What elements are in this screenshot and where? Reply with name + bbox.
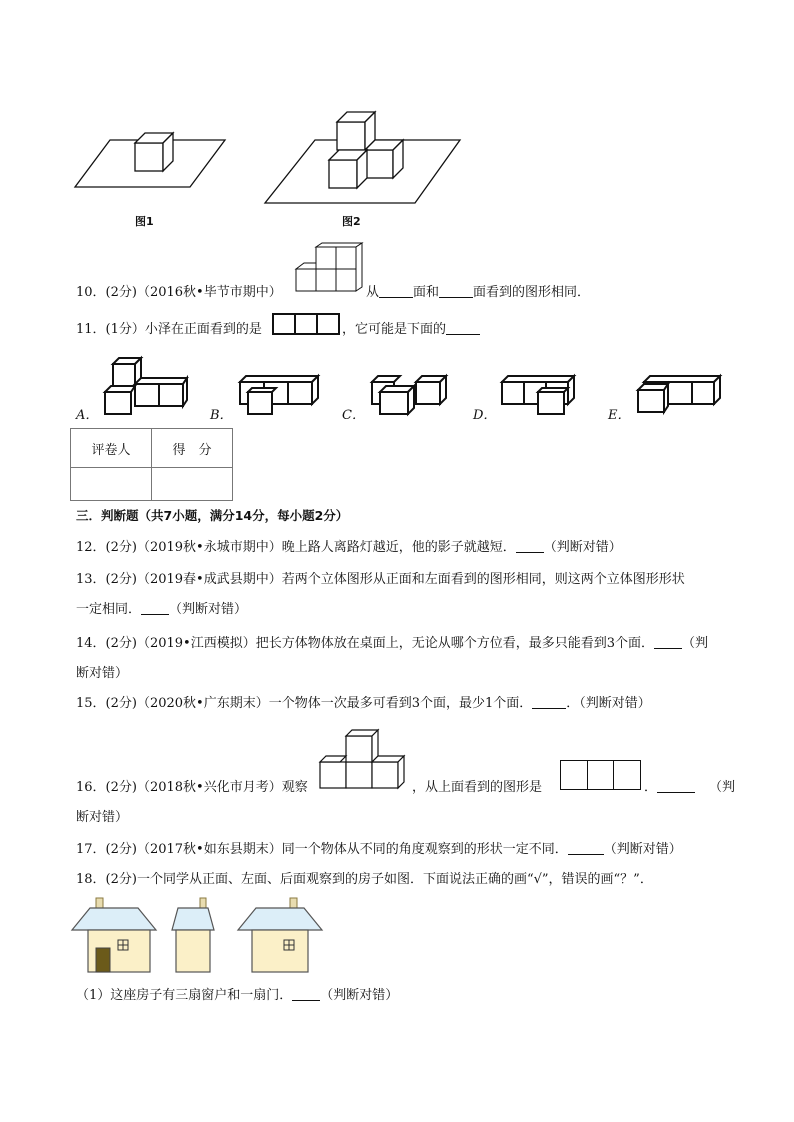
q15-text: 15．(2分)（2020秋•广东期末）一个物体一次最多可看到3个面，最少1个面．: [76, 696, 533, 711]
figure-1-cube-on-plane: [75, 125, 235, 205]
question-14-line-1: [76, 634, 708, 654]
question-16-prefix: 16．(2分)（2018秋•兴化市月考）观察: [76, 780, 308, 795]
question-18-1: [76, 986, 398, 1006]
q11-blank[interactable]: [446, 320, 480, 335]
question-18: 18．(2分)一个同学从正面、左面、后面观察到的房子如图．下面说法正确的画“√”，错误的画“？”．: [76, 872, 653, 887]
option-c-figure[interactable]: [368, 374, 448, 418]
q13-blank[interactable]: [141, 600, 169, 615]
q17-blank[interactable]: [568, 840, 604, 855]
q14-tail: （判: [681, 636, 708, 651]
q11-suffix-text: ，它可能是下面的: [342, 322, 447, 337]
option-b-figure[interactable]: [236, 374, 321, 418]
q10-blank-1[interactable]: [379, 283, 413, 298]
option-d-label: D．: [473, 408, 497, 423]
question-15: [76, 694, 651, 714]
question-17: [76, 840, 682, 860]
question-16-mid: ，从上面看到的图形是: [412, 780, 543, 795]
question-11-suffix: [342, 320, 480, 340]
q10-from: 从: [366, 285, 380, 300]
house-back-view: [238, 896, 324, 976]
q15-blank[interactable]: [532, 694, 566, 709]
figure-2-cube-stack: [265, 108, 465, 208]
q11-front-view-figure: [272, 313, 340, 335]
q16-dot: ．: [644, 780, 658, 795]
option-c-label: C．: [342, 408, 365, 423]
q15-tail: ．（判断对错）: [566, 696, 651, 711]
q18-1-blank[interactable]: [292, 986, 320, 1001]
option-b-label: B．: [210, 408, 233, 423]
q16-top-view-figure: [560, 760, 641, 790]
q16-cube-figure: [318, 724, 408, 792]
q18-1-text: （1）这座房子有三扇窗户和一扇门．: [76, 988, 293, 1003]
q16-tail: （判: [709, 780, 736, 795]
option-d-figure[interactable]: [498, 374, 578, 418]
option-e-figure[interactable]: [634, 374, 720, 418]
q17-text: 17．(2分)（2017秋•如东县期末）同一个物体从不同的角度观察到的形状一定不同．: [76, 842, 568, 857]
q10-blank-2[interactable]: [439, 283, 473, 298]
question-16-end: [644, 778, 735, 798]
score-cell[interactable]: [152, 468, 233, 501]
question-10-text: [366, 283, 590, 303]
house-front-view: [72, 896, 158, 976]
question-12: [76, 538, 622, 558]
option-a-label: A．: [76, 408, 99, 423]
question-11-prefix: 11．(1分）小泽在正面看到的是: [76, 322, 262, 337]
grader-header: 评卷人: [71, 429, 152, 468]
q13-tail: （判断对错）: [169, 602, 248, 617]
option-e-label: E．: [608, 408, 631, 423]
question-13-line-2: [76, 600, 247, 620]
question-10-cube-figure: [294, 243, 364, 295]
q10-end: 面看到的图形相同．: [473, 285, 591, 300]
q12-text: 12．(2分)（2019秋•永城市期中）晚上路人离路灯越近，他的影子就越短．: [76, 540, 516, 555]
q18-1-tail: （判断对错）: [320, 988, 399, 1003]
q14-text: 14．(2分)（2019•江西模拟）把长方体物体放在桌面上，无论从哪个方位看，最多只能看到3个面．: [76, 636, 654, 651]
question-13-line-1: 13．(2分)（2019春•成武县期中）若两个立体图形从正面和左面看到的图形相同，则这两个立体图形形状: [76, 572, 685, 587]
question-16-line-2: 断对错）: [76, 810, 129, 825]
score-header: 得 分: [152, 429, 233, 468]
section-3-title: 三．判断题（共7小题，满分14分，每小题2分）: [76, 508, 349, 523]
q14-blank[interactable]: [654, 634, 682, 649]
grader-cell[interactable]: [71, 468, 152, 501]
figure-2-caption: 图2: [342, 215, 361, 228]
q13-line2-text: 一定相同．: [76, 602, 142, 617]
option-a-figure[interactable]: [103, 354, 188, 416]
q10-and: 面和: [413, 285, 440, 300]
q16-blank[interactable]: [657, 778, 695, 793]
house-left-view: [170, 896, 218, 976]
question-14-line-2: 断对错）: [76, 666, 129, 681]
question-10-prefix: 10．(2分)（2016秋•毕节市期中）: [76, 285, 282, 300]
q12-tail: （判断对错）: [543, 540, 622, 555]
figure-1-caption: 图1: [135, 215, 154, 228]
q12-blank[interactable]: [516, 538, 544, 553]
q17-tail: （判断对错）: [603, 842, 682, 857]
grading-table: [70, 428, 233, 501]
